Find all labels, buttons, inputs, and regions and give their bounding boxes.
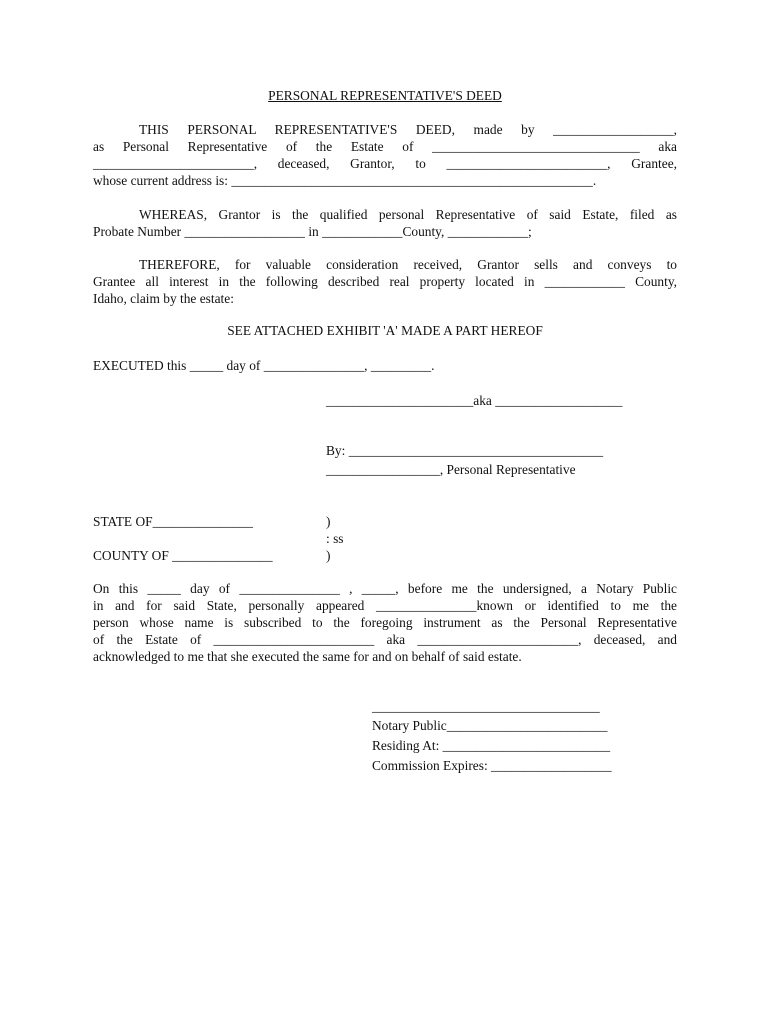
notary-line-2: in and for said State, personally appeared _______________known or identified to me the [93, 598, 677, 613]
executed-line: EXECUTED this _____ day of _______________, _________. [93, 358, 435, 373]
therefore-line-3: Idaho, claim by the estate: [93, 291, 234, 306]
notary-line-4: of the Estate of ________________________ aka ________________________, deceased, and [93, 632, 677, 647]
whereas-line-2: Probate Number __________________ in ____________County, ____________; [93, 224, 532, 239]
notary-line-1: On this _____ day of _______________ , _____, before me the undersigned, a Notary Public [93, 581, 677, 596]
exhibit-heading: SEE ATTACHED EXHIBIT 'A' MADE A PART HEREOF [227, 323, 543, 338]
commission-expires-line: Commission Expires: __________________ [372, 758, 612, 773]
state-of-line: STATE OF_______________ [93, 514, 253, 529]
signature-aka-line: ______________________aka ___________________ [326, 393, 623, 408]
intro-paragraph [93, 121, 677, 189]
intro-line-1: THIS PERSONAL REPRESENTATIVE'S DEED, made by __________________, [139, 122, 677, 137]
venue-paren-top: ) [326, 514, 331, 529]
notary-line-5: acknowledged to me that she executed the same for and on behalf of said estate. [93, 649, 522, 664]
document-title: PERSONAL REPRESENTATIVE'S DEED [268, 88, 502, 103]
residing-at-line: Residing At: _________________________ [372, 738, 611, 753]
signature-by-line: By: ______________________________________ [326, 443, 604, 458]
intro-line-3: ________________________, deceased, Grantor, to ________________________, Grantee, [93, 156, 677, 171]
intro-line-4: whose current address is: ______________________________________________________. [93, 173, 597, 188]
therefore-line-2: Grantee all interest in the following described real property located in ____________ County, [93, 274, 677, 289]
county-of-line: COUNTY OF _______________ [93, 548, 273, 563]
whereas-paragraph [93, 206, 677, 240]
intro-line-2: as Personal Representative of the Estate of _______________________________ aka [93, 139, 677, 154]
venue-ss: : ss [326, 531, 344, 546]
notary-signature-line: __________________________________ [372, 699, 600, 714]
therefore-line-1: THEREFORE, for valuable consideration received, Grantor sells and conveys to [139, 257, 677, 272]
venue-paren-bottom: ) [326, 548, 331, 563]
notary-public-line: Notary Public________________________ [372, 718, 608, 733]
whereas-line-1: WHEREAS, Grantor is the qualified personal Representative of said Estate, filed as [139, 207, 677, 222]
personal-representative-line: _________________, Personal Representative [326, 462, 576, 477]
notary-line-3: person whose name is subscribed to the foregoing instrument as the Personal Representative [93, 615, 677, 630]
notary-acknowledgment-paragraph [93, 580, 677, 665]
therefore-paragraph [93, 256, 677, 307]
